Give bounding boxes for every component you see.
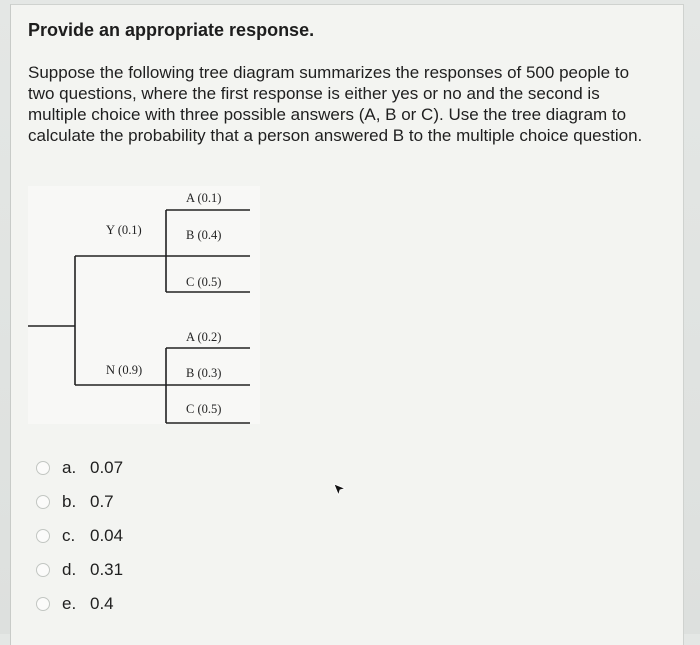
option-value: 0.04 <box>90 526 124 545</box>
tree-diagram <box>28 186 260 424</box>
question-text: Suppose the following tree diagram summarizes the responses of 500 people to two questions, where the first response is either yes or no and the second is multiple choice with three possible answers (A, B or C). Use the tree diagram to calculate the probability that a person answered B to the multiple choice question. <box>28 63 643 145</box>
mouse-pointer-icon <box>333 483 347 502</box>
radio-button-icon[interactable] <box>36 529 50 543</box>
leaf-label-no-b: B (0.3) <box>186 366 222 380</box>
leaf-label-yes-c: C (0.5) <box>186 275 222 289</box>
option-letter: c. <box>62 526 76 545</box>
answer-option-b[interactable] <box>36 490 236 514</box>
leaf-label-yes-a: A (0.1) <box>186 191 222 205</box>
radio-button-icon[interactable] <box>36 461 50 475</box>
option-value: 0.31 <box>90 560 124 579</box>
answer-option-a[interactable] <box>36 456 236 480</box>
branch-label-yes: Y (0.1) <box>106 223 142 237</box>
branch-label-no: N (0.9) <box>106 363 143 377</box>
option-letter: d. <box>62 560 77 579</box>
option-value: 0.7 <box>90 492 114 511</box>
leaf-label-no-a: A (0.2) <box>186 330 222 344</box>
leaf-label-yes-b: B (0.4) <box>186 228 222 242</box>
answer-option-d[interactable] <box>36 558 236 582</box>
radio-button-icon[interactable] <box>36 597 50 611</box>
option-value: 0.4 <box>90 594 114 613</box>
radio-button-icon[interactable] <box>36 563 50 577</box>
answer-option-c[interactable] <box>36 524 236 548</box>
leaf-label-no-c: C (0.5) <box>186 402 222 416</box>
question-title: Provide an appropriate response. <box>28 20 315 40</box>
option-letter: a. <box>62 458 77 477</box>
radio-button-icon[interactable] <box>36 495 50 509</box>
option-letter: e. <box>62 594 77 613</box>
tree-lines <box>28 186 260 424</box>
option-letter: b. <box>62 492 77 511</box>
answer-option-e[interactable] <box>36 592 236 616</box>
option-value: 0.07 <box>90 458 124 477</box>
